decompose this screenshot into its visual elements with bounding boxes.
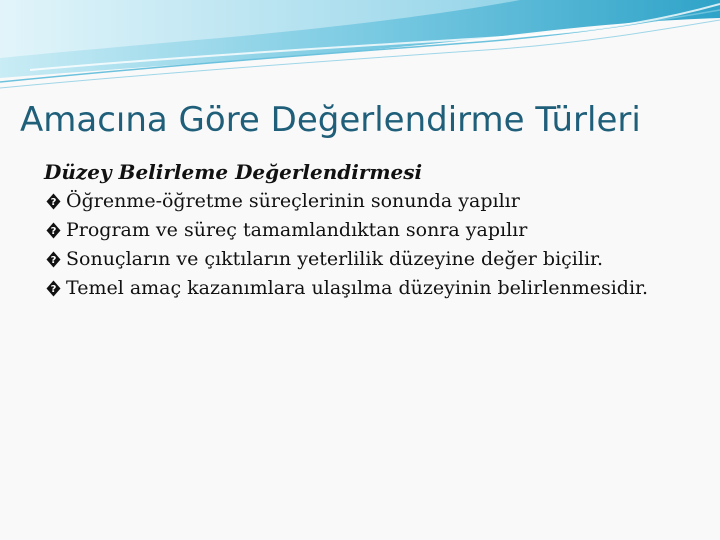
missing-glyph-icon [46, 222, 61, 239]
svg-text:?: ? [50, 197, 57, 208]
bullet-item [44, 245, 684, 274]
bullet-text: Program ve süreç tamamlandıktan sonra yapılır [66, 219, 528, 241]
header-wave-decoration [0, 0, 720, 95]
svg-text:?: ? [50, 226, 57, 237]
bullet-item [44, 274, 684, 303]
svg-text:?: ? [50, 255, 57, 266]
slide-title: Amacına Göre Değerlendirme Türleri [20, 100, 641, 140]
missing-glyph-icon [46, 280, 61, 297]
bullet-item [44, 216, 684, 245]
bullet-text: Öğrenme-öğretme süreçlerinin sonunda yapılır [66, 190, 520, 212]
bullet-text: Temel amaç kazanımlara ulaşılma düzeyinin belirlenmesidir. [66, 277, 649, 299]
missing-glyph-icon [46, 251, 61, 268]
missing-glyph-icon [46, 193, 61, 210]
svg-text:?: ? [50, 284, 57, 295]
section-heading: Düzey Belirleme Değerlendirmesi [44, 160, 423, 184]
bullet-text: Sonuçların ve çıktıların yeterlilik düzeyine değer biçilir. [66, 248, 604, 270]
slide-content [44, 157, 684, 303]
bullet-list [44, 187, 684, 303]
bullet-item [44, 187, 684, 216]
